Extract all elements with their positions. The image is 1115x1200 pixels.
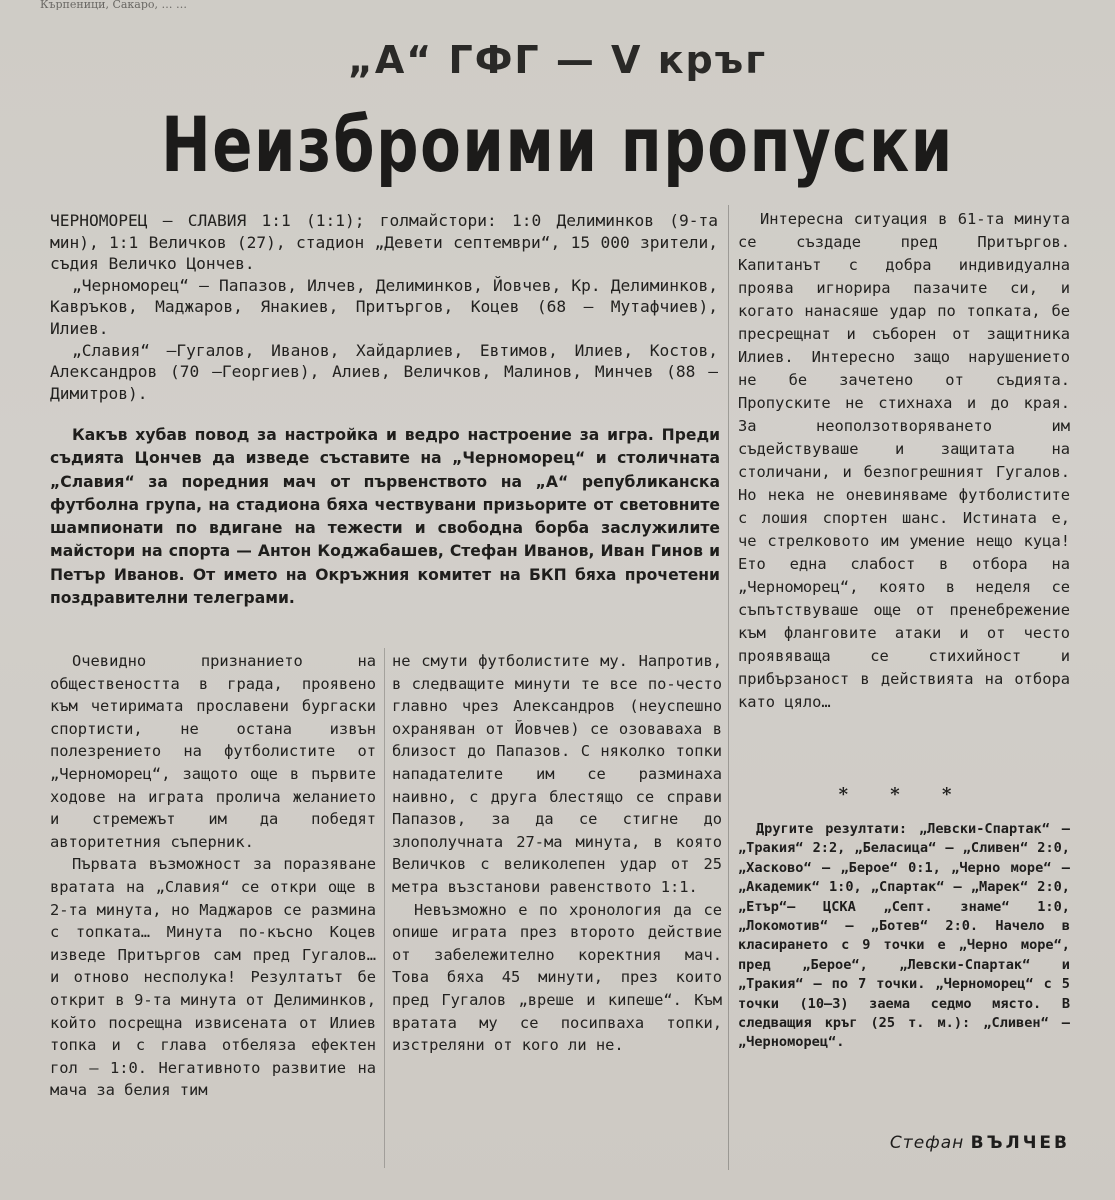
team1-lineup: „Черноморец“ — Папазов, Илчев, Делиминков, Йовчев, Кр. Делиминков, Кавръков, Маджаров, Янакиев, Притъргов, Коцев (68 — Мутафчиев), Илиев. bbox=[50, 275, 718, 338]
col3-paragraph-1: Интересна ситуация в 61-та минута се създаде пред Притъргов. Капитанът с добра индивидуална проява игнорира пазачите си, и когато нанасяше удар по топката, бе пресрещнат и съборен от защитника Илиев. Интересно защо нарушението не бе зачетено от съдията. Пропуските не стихнаха и до края. За неоползотворяването им съдействуваше и защитата на столичани, и безпогрешният Гугалов. Но нека не оневиняваме футболистите с лошия спортен шанс. Истината е, че стрелковото им умение нещо куца! Ето една слабост в отбора на „Черноморец“, която в неделя се съпътствуваше още от пренебрежение към фланговите атаки и от често проявяваща се стихийност и прибързаност в действията на отбора като цяло… bbox=[738, 210, 1070, 711]
team2-lineup: „Славия“ —Гугалов, Иванов, Хайдарлиев, Евтимов, Илиев, Костов, Александров (70 —Георгиев), Алиев, Величков, Малинов, Минчев (88 — Димитров). bbox=[50, 340, 718, 403]
author-first-name: Стефан bbox=[889, 1133, 965, 1153]
article-kicker: „А“ ГФГ — V кръг bbox=[347, 38, 768, 82]
section-separator: * * * bbox=[838, 784, 970, 805]
column-rule-right bbox=[728, 205, 729, 1170]
lead-paragraph bbox=[50, 424, 720, 610]
column-rule-lower bbox=[384, 648, 385, 1168]
match-summary: ЧЕРНОМОРЕЦ — СЛАВИЯ 1:1 (1:1); голмайстори: 1:0 Делиминков (9-та мин), 1:1 Величков (27), стадион „Девети септември“, 15 000 зрители, съдия Величко Цончев. bbox=[50, 211, 718, 274]
col2-paragraph-1: не смути футболистите му. Напротив, в следващите минути те все по-често главно чрез Александров (неуспешно охраняван от Йовчев) се озоваваха в близост до Папазов. С няколко топки нападателите им се разминаха наивно, с друга блестящо се справи Папазов, за да се стигне до злополучната 27-ма минута, в която Величков с великолепен удар от 25 метра възстанови равенството 1:1. bbox=[392, 652, 722, 896]
article-headline: Неизброими пропуски bbox=[161, 100, 954, 189]
col1-paragraph-1: Очевидно признанието на обществеността в града, проявено към четиримата прославени бургаски спортисти, не остана извън полезрението на футболистите от „Черноморец“, защото още в първите ходове на играта пролича желанието и стремежът им да победят авторитетния съперник. bbox=[50, 652, 376, 851]
col1-paragraph-2: Първата възможност за поразяване вратата на „Славия“ се откри още в 2-та минута, но Маджаров се размина с топката… Минута по-късно Коцев изведе Притъргов сам пред Гугалов… и отново несполука! Резултатът бе открит в 9-та минута от Делиминков, който посрещна извисената от Илиев топка и с глава отбеляза ефектен гол — 1:0. Негативното развитие на мача за белия тим bbox=[50, 855, 376, 1100]
lead-text: Какъв хубав повод за настройка и ведро настроение за игра. Преди съдията Цончев да изведе съставите на „Черноморец“ и столичната „Славия“ за поредния мач от първенството на „А“ републиканска футболна група, на стадиона бяха чествувани призьорите от световните шампионати по вдигане на тежести и свободна борба заслужилите майстори на спорта — Антон Коджабашев, Стефан Иванов, Иван Гинов и Петър Иванов. От името на Окръжния комитет на БКП бяха прочетени поздравителни телеграми. bbox=[50, 426, 720, 608]
match-lineup bbox=[50, 210, 718, 404]
author-last-name: ВЪЛЧЕВ bbox=[970, 1133, 1070, 1153]
other-results bbox=[738, 820, 1070, 1053]
author-signature bbox=[820, 1133, 1070, 1153]
column-3 bbox=[738, 208, 1070, 714]
other-results-text: Другите резултати: „Левски-Спартак“ — „Тракия“ 2:2, „Беласица“ — „Сливен“ 2:0, „Хасково“ — „Берое“ 0:1, „Черно море“ — „Академик“ 1:0, „Спартак“ — „Марек“ 2:0, „Етър“— ЦСКА „Септ. знаме“ 1:0, „Локомотив“ — „Ботев“ 2:0. Начело в класирането с 9 точки е „Черно море“, пред „Берое“, „Левски-Спартак“ и „Тракия“ — по 7 точки. „Черноморец“ с 5 точки (10—3) заема седмо място. В следващия кръг (25 т. м.): „Сливен“ — „Черноморец“. bbox=[738, 821, 1070, 1051]
column-1 bbox=[50, 650, 376, 1102]
top-cut-text: Кърпеници, Сакаро, … … bbox=[40, 0, 188, 10]
column-2 bbox=[392, 650, 722, 1057]
col2-paragraph-2: Невъзможно е по хронология да се опише играта през второто действие от забележително коректния мач. Това бяха 45 минути, през които пред Гугалов „вреше и кипеше“. Към вратата му се посипваха топки, изстреляни от кого ли не. bbox=[392, 900, 722, 1055]
